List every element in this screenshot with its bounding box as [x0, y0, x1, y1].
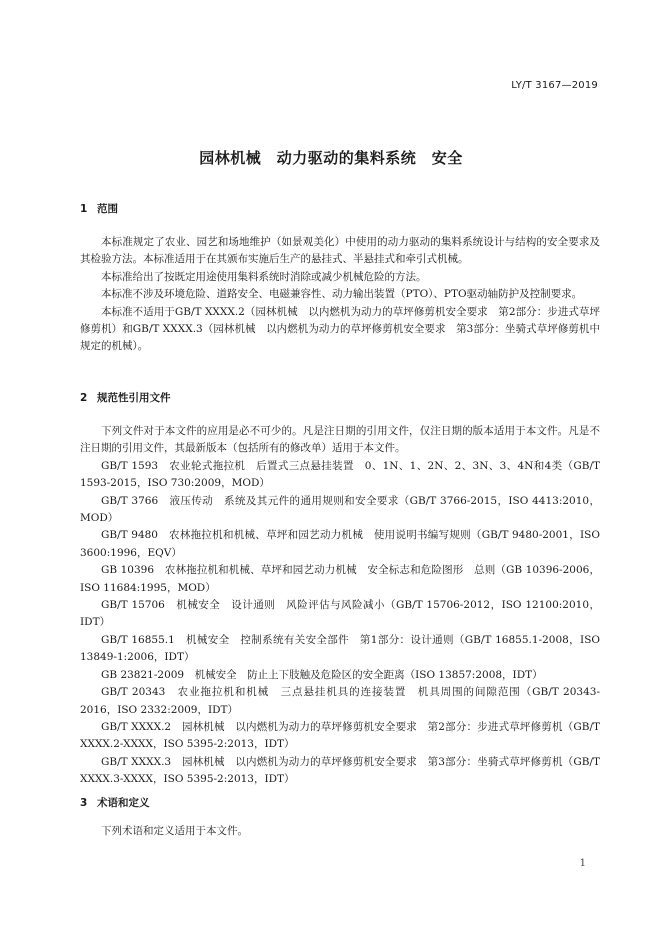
- paragraph: 下列术语和定义适用于本文件。: [101, 825, 248, 837]
- section-title: 术语和定义: [97, 797, 150, 809]
- paragraph: 本标准给出了按既定用途使用集料系统时消除或减少机械危险的方法。: [101, 270, 427, 283]
- reference-item: GB/T 15706 机械安全 设计通则 风险评估与风险减小（GB/T 15706-2012，ISO 12100:2010，IDT）: [80, 599, 600, 629]
- reference-item: GB 10396 农林拖拉机和机械、草坪和园艺动力机械 安全标志和危险图形 总则（GB 10396-2006，ISO 11684:1995，MOD）: [80, 564, 600, 594]
- paragraph: 本标准规定了农业、园艺和场地维护（如景观美化）中使用的动力驱动的集料系统设计与结构的安全要求及其检验方法。本标准适用于在其颁布实施后生产的悬挂式、半悬挂式和牵引式机械。: [80, 236, 600, 266]
- paragraph: 本标准不适用于GB/T XXXX.2（园林机械 以内燃机为动力的草坪修剪机安全要求 第2部分：步进式草坪修剪机）和GB/T XXXX.3（园林机械 以内燃机为动力的草坪修剪机安全要求 第3部分：坐骑式草坪修剪机中规定的机械）。: [80, 305, 600, 353]
- section-3-heading: [80, 795, 150, 810]
- section-3-body: [80, 823, 600, 840]
- document-title: 园林机械 动力驱动的集料系统 安全: [199, 149, 463, 167]
- standard-code: LY/T 3167—2019: [511, 80, 598, 91]
- reference-item: GB/T 3766 液压传动 系统及其元件的通用规则和安全要求（GB/T 3766-2015，ISO 4413:2010，MOD）: [80, 494, 600, 525]
- section-1-heading: [80, 201, 118, 216]
- section-2-body: [80, 423, 600, 789]
- section-number: 1: [80, 203, 88, 215]
- reference-item: GB/T 9480 农林拖拉机和机械、草坪和园艺动力机械 使用说明书编写规则（GB/T 9480-2001，ISO 3600:1996，EQV）: [80, 529, 600, 559]
- paragraph: 下列文件对于本文件的应用是必不可少的。凡是注日期的引用文件，仅注日期的版本适用于本文件。凡是不注日期的引用文件，其最新版本（包括所有的修改单）适用于本文件。: [80, 425, 600, 455]
- reference-item: GB/T 16855.1 机械安全 控制系统有关安全部件 第1部分：设计通则（GB/T 16855.1-2008，ISO 13849-1:2006，IDT）: [80, 633, 600, 664]
- reference-item: GB 23821-2009 机械安全 防止上下肢触及危险区的安全距离（ISO 13857:2008，IDT）: [101, 668, 543, 681]
- reference-item: GB/T 1593 农业轮式拖拉机 后置式三点悬挂装置 0、1N、1、2N、2、3N、3、4N和4类（GB/T 1593-2015，ISO 730:2009，MOD）: [80, 459, 600, 490]
- section-number: 2: [80, 392, 88, 404]
- section-number: 3: [80, 797, 88, 809]
- section-title: 范围: [97, 203, 118, 215]
- reference-item: GB/T 20343 农业拖拉机和机械 三点悬挂机具的连接装置 机具周围的间隙范围（GB/T 20343-2016，ISO 2332:2009，IDT）: [80, 686, 600, 716]
- reference-item: GB/T XXXX.3 园林机械 以内燃机为动力的草坪修剪机安全要求 第3部分：坐骑式草坪修剪机（GB/T XXXX.3-XXXX，ISO 5395-2:2013，IDT）: [80, 755, 600, 786]
- paragraph: 本标准不涉及环境危险、道路安全、电磁兼容性、动力输出装置（PTO）、PTO驱动轴防护及控制要求。: [101, 288, 583, 301]
- section-title: 规范性引用文件: [97, 392, 171, 404]
- section-1-body: [80, 234, 600, 356]
- reference-item: GB/T XXXX.2 园林机械 以内燃机为动力的草坪修剪机安全要求 第2部分：步进式草坪修剪机（GB/T XXXX.2-XXXX，ISO 5395-2:2013，IDT）: [80, 720, 600, 751]
- section-2-heading: [80, 390, 171, 405]
- page-number: 1: [579, 858, 586, 869]
